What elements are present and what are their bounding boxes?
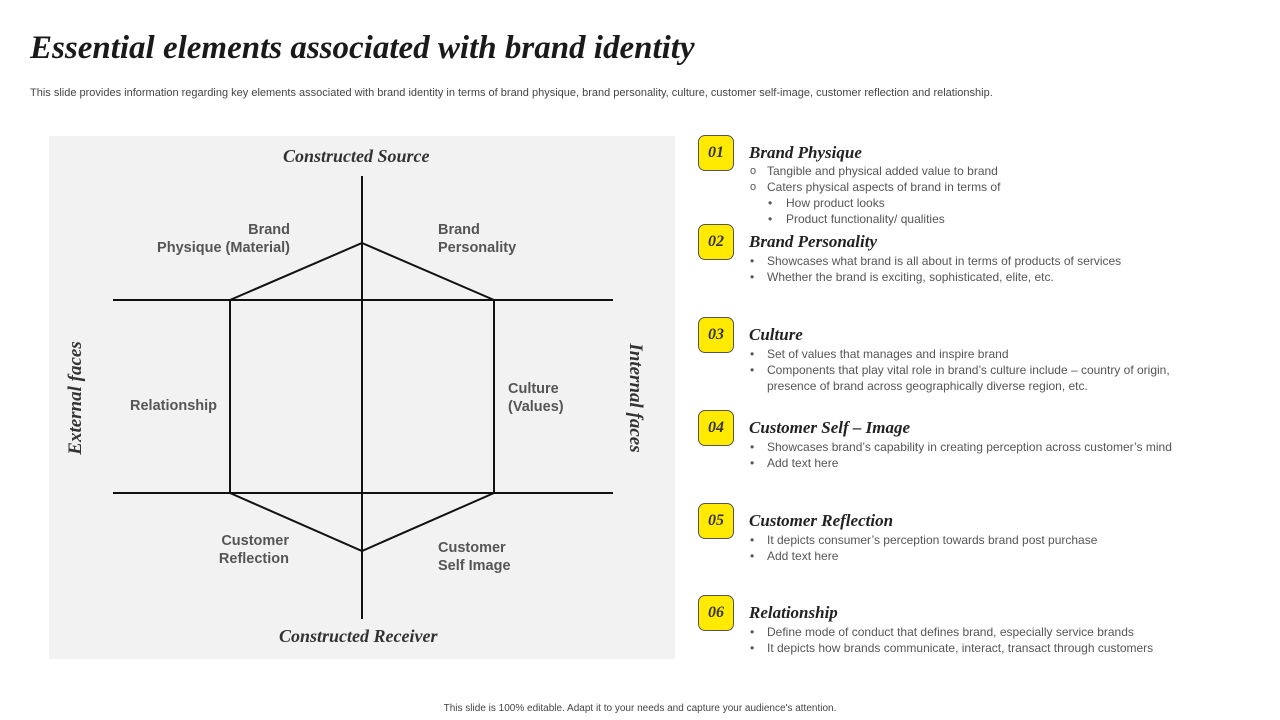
bullet-item: • Add text here [749, 455, 1172, 471]
number-badge: 03 [698, 317, 734, 353]
relationship-label: Relationship [130, 398, 218, 414]
internal-faces-label: Internal faces [625, 343, 646, 453]
bullet-item: • Set of values that manages and inspire brand [749, 346, 1170, 362]
bullet-list [749, 163, 1000, 227]
number-badge: 06 [698, 595, 734, 631]
personality-label: Brand Personality [438, 222, 517, 256]
item-title: Customer Self – Image [749, 418, 911, 437]
bullet-item: o Tangible and physical added value to brand [749, 163, 1000, 179]
self-image-label: Customer Self Image [438, 540, 511, 574]
bullet-item: • How product looks [749, 195, 1000, 211]
bullet-list [749, 253, 1121, 285]
bullet-item: • Showcases what brand is all about in terms of products of services [749, 253, 1121, 269]
bullet-item: • It depicts how brands communicate, interact, transact through customers [749, 640, 1153, 656]
page-title: Essential elements associated with brand identity [30, 30, 695, 66]
bullet-list [749, 624, 1153, 656]
bullet-item: • It depicts consumer’s perception towards brand post purchase [749, 532, 1097, 548]
number-badge: 05 [698, 503, 734, 539]
bullet-item: • Define mode of conduct that defines brand, especially service brands [749, 624, 1153, 640]
item-title: Culture [749, 325, 803, 344]
bullet-list [749, 346, 1170, 394]
bullet-item: • Whether the brand is exciting, sophisticated, elite, etc. [749, 269, 1121, 285]
reflection-label: Customer Reflection [218, 533, 289, 567]
number-badge: 02 [698, 224, 734, 260]
bullet-item: o Caters physical aspects of brand in terms of [749, 179, 1000, 195]
brand-identity-prism-diagram [49, 136, 675, 659]
bullet-item: • Showcases brand’s capability in creating perception across customer’s mind [749, 439, 1172, 455]
constructed-receiver-label: Constructed Receiver [279, 626, 438, 646]
item-title: Customer Reflection [749, 511, 894, 530]
external-faces-label: External faces [65, 341, 86, 455]
bullet-list [749, 532, 1097, 564]
culture-label: Culture (Values) [508, 381, 564, 415]
bullet-item: • Add text here [749, 548, 1097, 564]
bullet-item: presence of brand across geographically diverse region, etc. [767, 379, 1088, 393]
bullet-list [749, 439, 1172, 471]
page-subtitle: This slide provides information regarding key elements associated with brand identity in terms of brand physique, brand personality, culture, customer self-image, customer reflection and relationship. [30, 87, 993, 99]
bullet-item: • Components that play vital role in brand’s culture include – country of origin, [749, 362, 1170, 378]
item-title: Relationship [749, 603, 838, 622]
item-title: Brand Personality [749, 232, 877, 251]
number-badge: 01 [698, 135, 734, 171]
item-title: Brand Physique [749, 143, 862, 162]
number-badge: 04 [698, 410, 734, 446]
constructed-source-label: Constructed Source [283, 146, 430, 166]
bullet-item: • Product functionality/ qualities [749, 211, 1000, 227]
footer-note: This slide is 100% editable. Adapt it to your needs and capture your audience's attention. [443, 703, 837, 714]
physique-label: Brand Physique (Material) [157, 222, 290, 256]
